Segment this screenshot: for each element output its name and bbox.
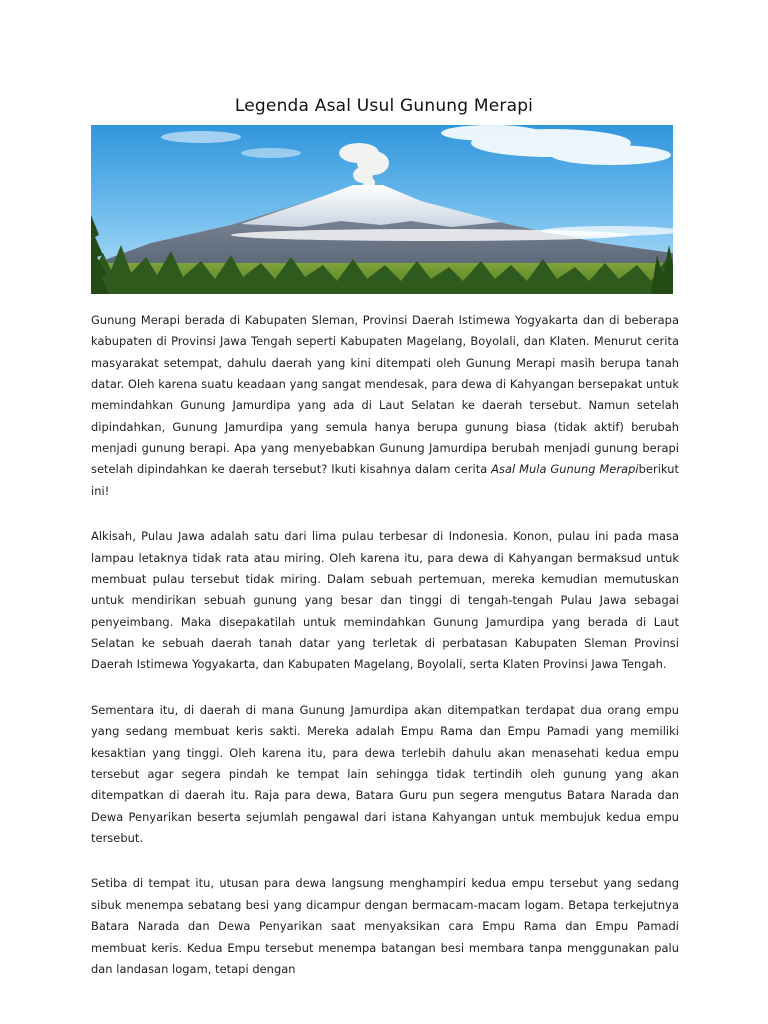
mountain-landscape-illustration — [91, 125, 673, 294]
paragraph-intro — [91, 310, 679, 502]
article-body — [91, 310, 679, 1004]
intro-ending: berikut ini! — [91, 462, 679, 498]
intro-text: Gunung Merapi berada di Kabupaten Sleman, Provinsi Daerah Istimewa Yogyakarta dan di beberapa kabupaten di Provinsi Jawa Tengah seperti Kabupaten Magelang, Boyolali, dan Klaten. Menurut cerita masyarakat setempat, dahulu daerah yang kini ditempati oleh Gunung Merapi masih berupa tanah datar. Oleh karena suatu keadaan yang sangat mendesak, para dewa di Kahyangan bersepakat untuk memindahkan Gunung Jamurdipa yang ada di Laut Selatan ke daerah tersebut. Namun setelah dipindahkan, Gunung Jamurdipa yang semula hanya berupa gunung biasa (tidak aktif) berubah menjadi gunung berapi. Apa yang menyebabkan Gunung Jamurdipa berubah menjadi gunung berapi setelah dipindahkan ke daerah tersebut? Ikuti kisahnya dalam cerita — [91, 313, 679, 477]
paragraph-4: Setiba di tempat itu, utusan para dewa langsung menghampiri kedua empu tersebut yang sedang sibuk menempa sebatang besi yang dicampur dengan bermacam-macam logam. Betapa terkejutnya Batara Narada dan Dewa Penyarikan saat menyaksikan cara Empu Rama dan Empu Pamadi membuat keris. Kedua Empu tersebut menempa batangan besi membara tanpa menggunakan palu dan landasan logam, tetapi dengan — [91, 876, 679, 976]
document-title: Legenda Asal Usul Gunung Merapi — [234, 96, 534, 116]
story-title-italic: Asal Mula Gunung Merapi — [491, 462, 639, 477]
merapi-photo — [91, 125, 673, 294]
paragraph-2: Alkisah, Pulau Jawa adalah satu dari lima pulau terbesar di Indonesia. Konon, pulau ini pada masa lampau letaknya tidak rata atau miring. Oleh karena itu, para dewa di Kahyangan bermaksud untuk membuat pulau tersebut tidak miring. Dalam sebuah pertemuan, mereka kemudian memutuskan untuk mendirikan sebuah gunung yang besar dan tinggi di tengah-tengah Pulau Jawa sebagai penyeimbang. Maka disepakatilah untuk memindahkan Gunung Jamurdipa yang berada di Laut Selatan ke sebuah daerah tanah datar yang terletak di perbatasan Kabupaten Sleman Provinsi Daerah Istimewa Yogyakarta, dan Kabupaten Magelang, Boyolali, serta Klaten Provinsi Jawa Tengah. — [91, 529, 679, 672]
paragraph-3: Sementara itu, di daerah di mana Gunung Jamurdipa akan ditempatkan terdapat dua orang empu yang sedang membuat keris sakti. Mereka adalah Empu Rama dan Empu Pamadi yang memiliki kesaktian yang tinggi. Oleh karena itu, para dewa terlebih dahulu akan menasehati kedua empu tersebut agar segera pindah ke tempat lain sehingga tidak tertindih oleh gunung yang akan ditempatkan di daerah itu. Raja para dewa, Batara Guru pun segera mengutus Batara Narada dan Dewa Penyarikan beserta sejumlah pengawal dari istana Kahyangan untuk membujuk kedua empu tersebut. — [91, 702, 679, 845]
